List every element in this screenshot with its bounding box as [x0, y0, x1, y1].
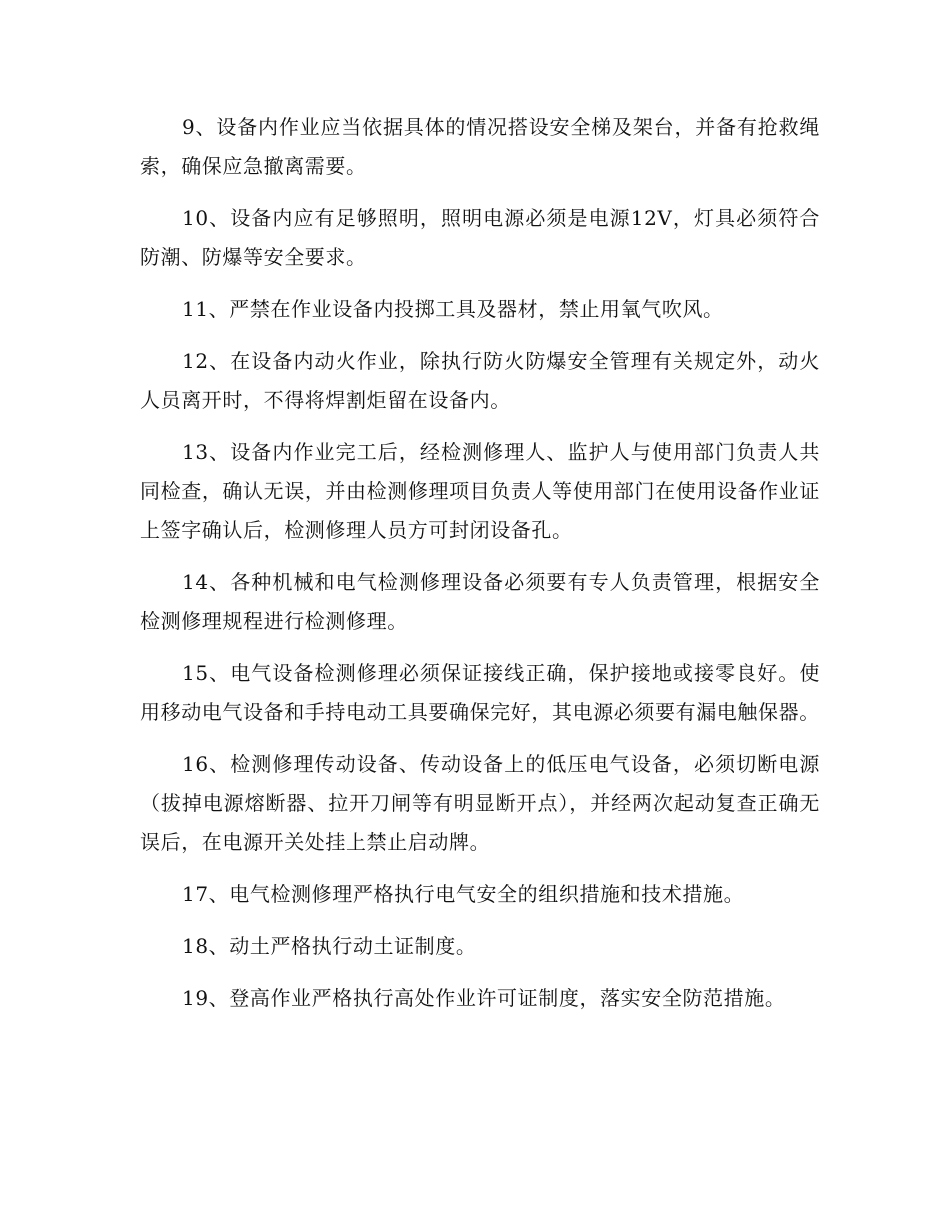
- paragraph-13: 13、设备内作业完工后，经检测修理人、监护人与使用部门负责人共同检查，确认无误，并由检测修理项目负责人等使用部门在使用设备作业证上签字确认后，检测修理人员方可封闭设备孔。: [140, 440, 820, 542]
- paragraph-10: 10、设备内应有足够照明，照明电源必须是电源12V，灯具必须符合防潮、防爆等安全要求。: [140, 206, 820, 269]
- paragraph-17: 17、电气检测修理严格执行电气安全的组织措施和技术措施。: [182, 882, 745, 906]
- document-body: [140, 108, 820, 1031]
- paragraph-18: 18、动土严格执行动土证制度。: [182, 934, 477, 958]
- paragraph-14: 14、各种机械和电气检测修理设备必须要有专人负责管理，根据安全检测修理规程进行检测修理。: [140, 570, 820, 633]
- paragraph-11: 11、严禁在作业设备内投掷工具及器材，禁止用氧气吹风。: [182, 297, 724, 321]
- paragraph-16: 16、检测修理传动设备、传动设备上的低压电气设备，必须切断电源（拔掉电源熔断器、拉开刀闸等有明显断开点），并经两次起动复查正确无误后，在电源开关处挂上禁止启动牌。: [140, 752, 820, 854]
- paragraph-9: 9、设备内作业应当依据具体的情况搭设安全梯及架台，并备有抢救绳索，确保应急撤离需要。: [140, 115, 820, 178]
- paragraph-15: 15、电气设备检测修理必须保证接线正确，保护接地或接零良好。使用移动电气设备和手持电动工具要确保完好，其电源必须要有漏电触保器。: [140, 661, 820, 724]
- paragraph-19: 19、登高作业严格执行高处作业许可证制度，落实安全防范措施。: [182, 986, 786, 1010]
- paragraph-12: 12、在设备内动火作业，除执行防火防爆安全管理有关规定外，动火人员离开时，不得将焊割炬留在设备内。: [140, 349, 820, 412]
